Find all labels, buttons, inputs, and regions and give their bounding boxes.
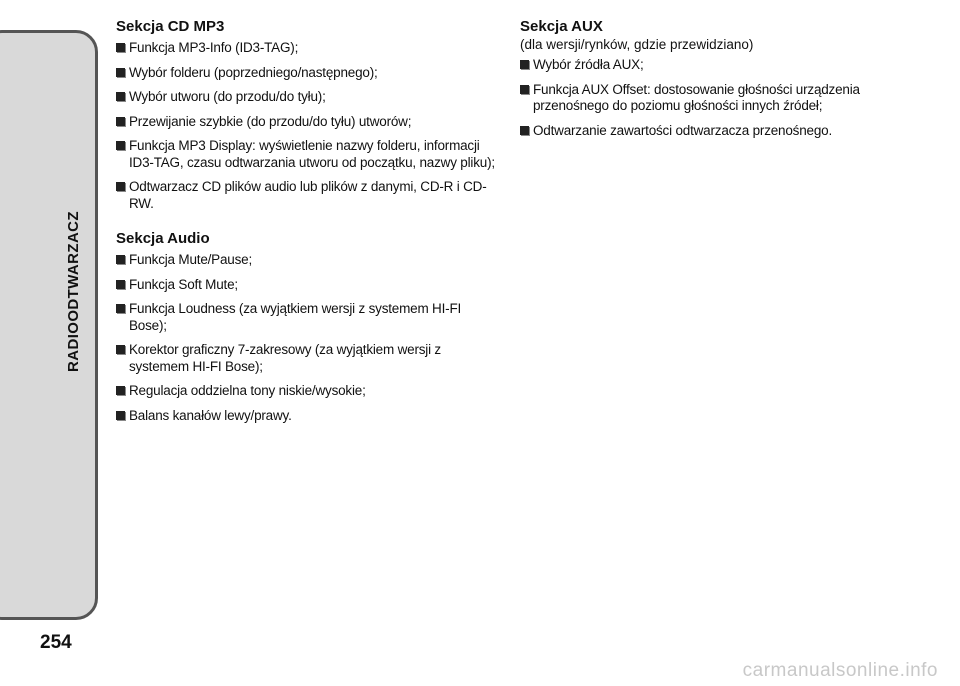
list-item: Przewijanie szybkie (do przodu/do tyłu) utworów; [116,114,501,131]
list-item: Wybór utworu (do przodu/do tyłu); [116,89,501,106]
list-item: Regulacja oddzielna tony niskie/wysokie; [116,383,501,400]
checkbox-bullet-icon [116,280,125,289]
checkbox-bullet-icon [116,411,125,420]
section-title: Sekcja CD MP3 [116,18,225,35]
checkbox-bullet-icon [116,43,125,52]
list-item: Korektor graficzny 7-zakresowy (za wyjątkiem wersji z systemem HI-FI Bose); [116,342,501,375]
checkbox-bullet-icon [116,117,125,126]
checkbox-bullet-icon [116,141,125,150]
chapter-label: RADIOODTWARZACZ [65,211,82,372]
checkbox-bullet-icon [116,345,125,354]
feature-list [116,40,501,212]
list-item: Odtwarzacz CD plików audio lub plików z danymi, CD-R i CD-RW. [116,179,501,212]
checkbox-bullet-icon [116,255,125,264]
checkbox-bullet-icon [116,92,125,101]
list-item: Odtwarzanie zawartości odtwarzacza przenośnego. [520,123,910,140]
list-item: Funkcja MP3-Info (ID3-TAG); [116,40,501,57]
section-title: Sekcja AUX [520,18,603,35]
checkbox-bullet-icon [116,68,125,77]
list-item: Funkcja Mute/Pause; [116,252,501,269]
list-item: Funkcja Loudness (za wyjątkiem wersji z systemem HI-FI Bose); [116,301,501,334]
list-item: Funkcja Soft Mute; [116,277,501,294]
section-title: Sekcja Audio [116,230,210,247]
list-item: Wybór folderu (poprzedniego/następnego); [116,65,501,82]
section-cd-mp3 [116,18,501,212]
list-item: Balans kanałów lewy/prawy. [116,408,501,425]
section-aux [520,18,910,139]
feature-list [116,252,501,424]
feature-list [520,57,910,139]
checkbox-bullet-icon [116,304,125,313]
checkbox-bullet-icon [116,386,125,395]
left-column [116,18,501,432]
checkbox-bullet-icon [116,182,125,191]
page-number: 254 [40,632,72,653]
watermark: carmanualsonline.info [742,660,938,681]
checkbox-bullet-icon [520,60,529,69]
list-item: Funkcja MP3 Display: wyświetlenie nazwy folderu, informacji ID3-TAG, czasu odtwarzania utworu od początku, nazwy pliku); [116,138,501,171]
section-audio [116,230,501,424]
checkbox-bullet-icon [520,126,529,135]
list-item: Funkcja AUX Offset: dostosowanie głośności urządzenia przenośnego do poziomu głośności innych źródeł; [520,82,910,115]
right-column [520,18,910,147]
list-item: Wybór źródła AUX; [520,57,910,74]
checkbox-bullet-icon [520,85,529,94]
section-subtitle: (dla wersji/rynków, gdzie przewidziano) [520,37,754,52]
